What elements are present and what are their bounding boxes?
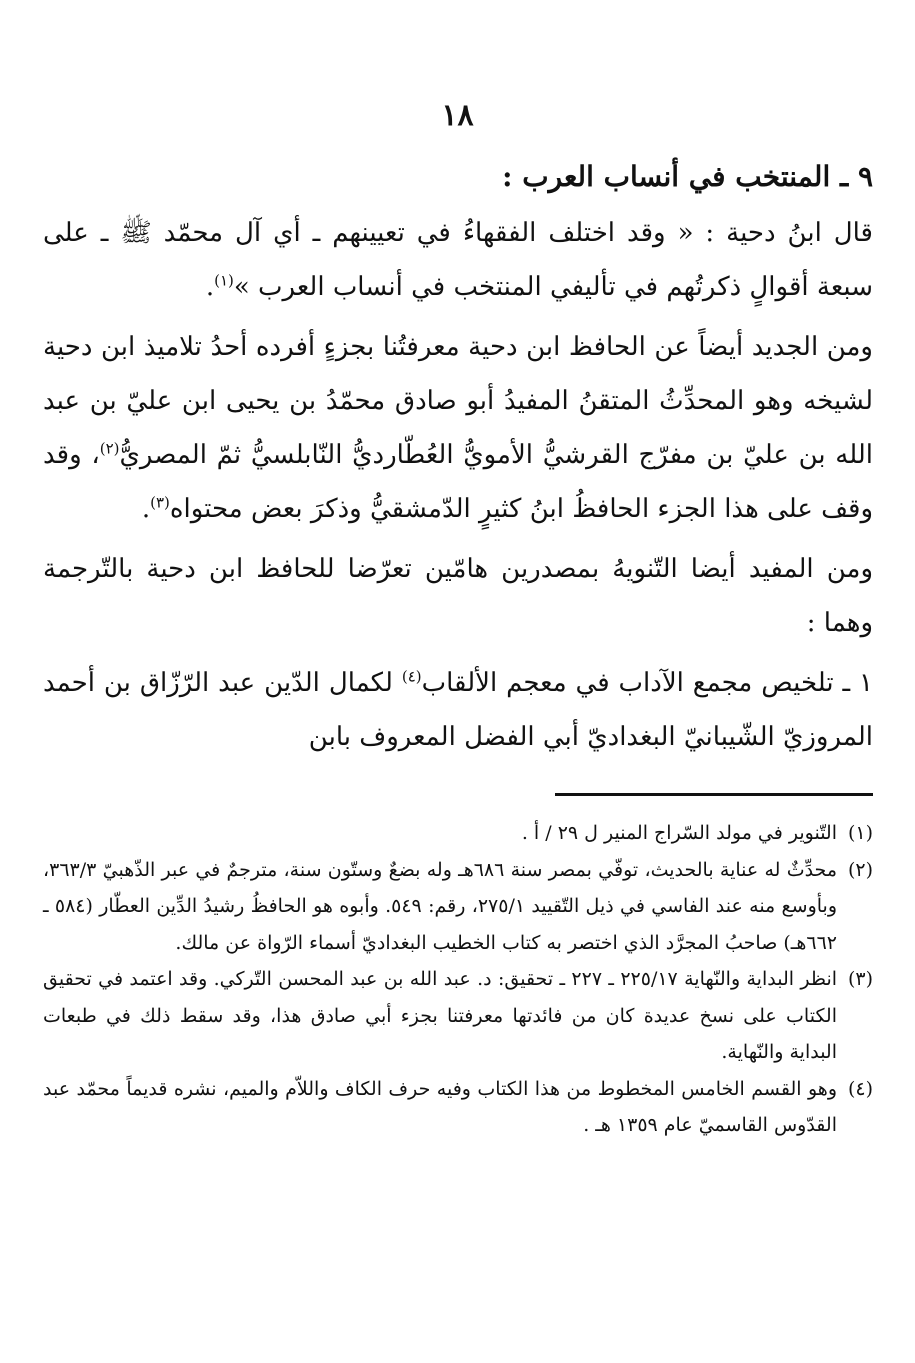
footnote-text: انظر البداية والنّهاية ٢٢٥/١٧ ـ ٢٢٧ ـ تحقيق: د. عبد الله بن عبد المحسن التّركي. وقد اعتمد في تحقيق الكتاب على نسخ عديدة كان من فائدتها معرفتنا بجزء أبي صادق هذا، وقد سقط ذلك في طبعات البداية والنّهاية. <box>43 968 838 1063</box>
footnote-number: (٣) <box>847 968 874 990</box>
paragraph-1-text: قال ابنُ دحية : « وقد اختلف الفقهاءُ في تعيينهم ـ أي آل محمّد ﷺ ـ على سبعة أقوالٍ ذكرتُهم في تأليفي المنتخب في أنساب العرب » <box>43 218 873 302</box>
footnote-text: محدِّثٌ له عناية بالحديث، توفّي بمصر سنة ٦٨٦هـ وله بضعٌ وستّون سنة، مترجمٌ في عبر الذّهبيّ ٣٦٣/٣، وبأوسع منه عند الفاسي في ذيل التّقييد ٢٧٥/١، رقم: ٥٤٩. وأبوه هو الحافظُ رشيدُ الدِّين العطّار (٥٨٤ ـ ٦٦٢هـ) صاحبُ المجرَّد الذي اختصر به كتاب الخطيب البغداديّ أسماء الرّواة عن مالك. <box>43 858 838 954</box>
paragraph-4-text: ١ ـ تلخيص مجمع الآداب في معجم الألقاب <box>421 668 873 698</box>
footnote-ref-3: (٣) <box>150 493 170 512</box>
main-text <box>43 148 873 770</box>
footnote-number: (٢) <box>847 858 873 881</box>
footnote-ref-1: (١) <box>214 271 234 290</box>
footnote-3 <box>43 961 873 1071</box>
footnote-2 <box>43 852 873 962</box>
footnote-text: وهو القسم الخامس المخطوط من هذا الكتاب وفيه حرف الكاف واللاّم والميم، نشره قديماً محمّد عبد القدّوس القاسميّ عام ١٣٥٩ هـ . <box>43 1077 837 1136</box>
footnote-number: (١) <box>847 822 873 844</box>
paragraph-3 <box>43 542 873 650</box>
footnotes <box>43 815 873 1144</box>
paragraph-4-text-cont: لكمال الدّين عبد الرّزّاق بن أحمد المروزيّ الشّيبانيّ البغداديّ أبي الفضل المعروف بابن <box>43 668 873 752</box>
footnote-ref-2: (٢) <box>99 439 120 458</box>
paragraph-1-tail: . <box>205 272 215 302</box>
footnote-divider <box>555 793 873 796</box>
paragraph-2-text-cont: ، وقد وقف على هذا الجزء الحافظُ ابنُ كثيرٍ الدّمشقيُّ وذكرَ بعض محتواه <box>43 440 873 524</box>
footnote-4 <box>43 1071 873 1144</box>
section-heading: ٩ ـ المنتخب في أنساب العرب : <box>502 160 873 193</box>
footnote-number: (٤) <box>847 1077 873 1100</box>
footnote-ref-4: (٤) <box>401 667 422 686</box>
footnote-1 <box>43 815 873 852</box>
paragraph-4 <box>43 656 873 764</box>
paragraph-2-tail: . <box>141 494 151 524</box>
paragraph-1 <box>43 206 873 314</box>
page-number: ١٨ <box>441 98 474 133</box>
paragraph-3-text: ومن المفيد أيضا التّنويهُ بمصدرين هامّين تعرّضا للحافظ ابن دحية بالتّرجمة وهما : <box>43 554 874 638</box>
footnote-text: التّنوير في مولد السّراج المنير ل ٢٩ / أ . <box>521 822 837 844</box>
paragraph-2-text: ومن الجديد أيضاً عن الحافظ ابن دحية معرفتُنا بجزءٍ أفرده أحدُ تلاميذ ابن دحية لشيخه وهو المحدِّثُ المتقنُ المفيدُ أبو صادق محمّدُ بن يحيى ابن عليّ بن عبد الله بن عليّ بن مفرّج القرشيُّ الأمويُّ العُطّارديُّ النّابلسيُّ ثمّ المصريُّ <box>43 332 873 470</box>
paragraph-2 <box>43 320 873 536</box>
